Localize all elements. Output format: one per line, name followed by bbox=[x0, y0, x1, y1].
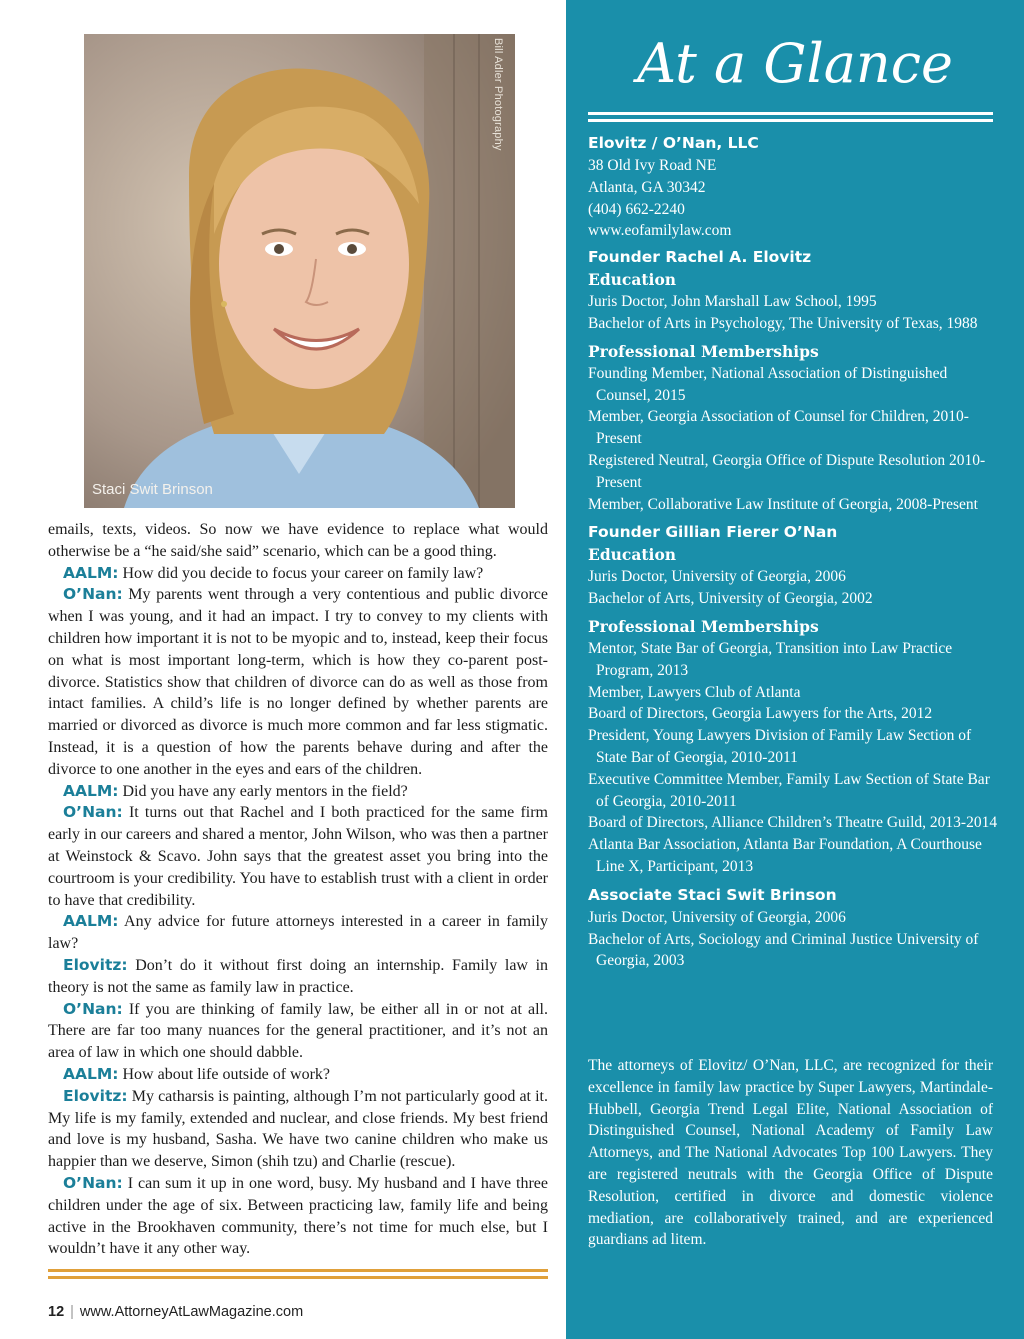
qa-item bbox=[48, 1064, 548, 1086]
speaker-label: AALM: bbox=[63, 1064, 119, 1083]
attorney-heading: Founder Gillian Fierer O’Nan bbox=[588, 523, 838, 542]
sidebar-title: At a Glance bbox=[637, 32, 953, 95]
membership-item: Mentor, State Bar of Georgia, Transition into Law Practice Program, 2013 bbox=[588, 639, 953, 679]
membership-item: Member, Lawyers Club of Atlanta bbox=[588, 683, 801, 701]
section-label: Professional Memberships bbox=[588, 616, 819, 636]
article-body bbox=[48, 519, 548, 1260]
attorney-heading: Founder Rachel A. Elovitz bbox=[588, 248, 812, 267]
speaker-label: O’Nan: bbox=[63, 1173, 123, 1192]
qa-text: How did you decide to focus your career on family law? bbox=[122, 564, 484, 582]
closing-paragraph: The attorneys of Elovitz/ O’Nan, LLC, are recognized for their excellence in family law practice by Super Lawyers, Martindale-Hubbell, Georgia Trend Legal Elite, National Association of Distinguished Counsel, National Academy of Family Law Attorneys, and The National Advocates Top 100 Lawyers. They are registered neutrals with the Georgia Office of Dispute Resolution, certified in divorce and domestic violence mediation, are collaboratively trained, and are experienced guardians ad litem. bbox=[588, 1057, 993, 1249]
qa-item bbox=[48, 1173, 548, 1260]
speaker-label: Elovitz: bbox=[63, 1086, 128, 1105]
divider-rule bbox=[48, 1269, 548, 1272]
qa-item bbox=[48, 802, 548, 911]
sidebar-details bbox=[588, 132, 998, 972]
qa-item bbox=[48, 563, 548, 585]
speaker-label: O’Nan: bbox=[63, 803, 123, 822]
membership-item: Atlanta Bar Association, Atlanta Bar Foundation, A Courthouse Line X, Participant, 2013 bbox=[588, 836, 982, 875]
at-a-glance-sidebar bbox=[566, 0, 1024, 1339]
firm-address-line: 38 Old Ivy Road NE bbox=[588, 157, 717, 174]
membership-item: Board of Directors, Alliance Children’s Theatre Guild, 2013-2014 bbox=[588, 814, 998, 832]
qa-text: It turns out that Rachel and I both practiced for the same firm early in our careers and shared a mentor, John Wilson, who was then a partner at Weinstock & Scavo. John says that the greatest asset you bring into the courtroom is your credibility. You have to establish trust with a client in order to have that credibility. bbox=[48, 804, 549, 909]
qa-text: My parents went through a very contentious and public divorce when I was young, and it had an impact. I try to convey to my clients with children how important it is not to be myopic and to, instead, keep their focus on what is most important long-term, which is how they co-parent post-divorce. Statistics show that children of divorce can do as well as those from intact families. A child’s life is no longer defined by whether parents are married or divorced as divorce is much more common and far less stigmatic. Instead, it is a question of how the parents behave during and after the divorce to one another in the eyes and ears of the children. bbox=[48, 586, 549, 778]
speaker-label: Elovitz: bbox=[63, 955, 128, 974]
speaker-label: O’Nan: bbox=[63, 585, 123, 604]
qa-text: Did you have any early mentors in the field? bbox=[122, 782, 408, 800]
membership-item: President, Young Lawyers Division of Family Law Section of State Bar of Georgia, 2010-2011 bbox=[588, 727, 972, 766]
membership-item: Member, Georgia Association of Counsel for Children, 2010-Present bbox=[588, 408, 969, 448]
qa-text: I can sum it up in one word, busy. My husband and I have three children under the age of six. Between practicing law, family life and being active in the Brookhaven community, there’s not time for much else, but I wouldn’t have it any other way. bbox=[48, 1174, 549, 1258]
footer-separator: | bbox=[70, 1304, 74, 1320]
firm-name: Elovitz / O’Nan, LLC bbox=[588, 134, 759, 152]
section-label: Education bbox=[588, 270, 677, 290]
section-label: Education bbox=[588, 545, 677, 565]
education-item: Bachelor of Arts, Sociology and Criminal Justice University of Georgia, 2003 bbox=[588, 930, 979, 970]
membership-item: Board of Directors, Georgia Lawyers for the Arts, 2012 bbox=[588, 705, 933, 723]
education-item: Juris Doctor, University of Georgia, 2006 bbox=[588, 568, 846, 586]
qa-item bbox=[48, 584, 548, 780]
photo-caption: Staci Swit Brinson bbox=[92, 481, 213, 498]
speaker-label: AALM: bbox=[63, 781, 119, 800]
attorney-heading: Associate Staci Swit Brinson bbox=[588, 885, 837, 904]
speaker-label: O’Nan: bbox=[63, 999, 123, 1018]
qa-text: If you are thinking of family law, be either all in or not at all. There are far too many nuances for the general practitioner, and it’s not an area of law in which one should dabble. bbox=[48, 1000, 549, 1062]
education-item: Juris Doctor, University of Georgia, 2006 bbox=[588, 908, 846, 926]
qa-item bbox=[48, 1086, 548, 1173]
education-item: Bachelor of Arts in Psychology, The University of Texas, 1988 bbox=[588, 314, 978, 332]
photo-credit: Bill Adler Photography bbox=[492, 38, 504, 151]
firm-website[interactable]: www.eofamilylaw.com bbox=[588, 222, 732, 240]
qa-item bbox=[48, 955, 548, 999]
qa-text: How about life outside of work? bbox=[122, 1065, 331, 1083]
qa-text: Any advice for future attorneys interested in a career in family law? bbox=[48, 913, 548, 953]
section-label: Professional Memberships bbox=[588, 341, 819, 361]
education-item: Juris Doctor, John Marshall Law School, 1995 bbox=[588, 293, 877, 311]
firm-phone: (404) 662-2240 bbox=[588, 200, 685, 218]
footer-url[interactable]: www.AttorneyAtLawMagazine.com bbox=[79, 1304, 304, 1320]
membership-item: Registered Neutral, Georgia Office of Dispute Resolution 2010-Present bbox=[588, 451, 986, 491]
education-item: Bachelor of Arts, University of Georgia, 2002 bbox=[588, 590, 873, 608]
qa-item bbox=[48, 999, 548, 1064]
membership-item: Founding Member, National Association of Distinguished Counsel, 2015 bbox=[588, 364, 948, 404]
portrait-photo bbox=[84, 34, 515, 508]
qa-item bbox=[48, 781, 548, 803]
speaker-label: AALM: bbox=[63, 563, 119, 582]
title-rule bbox=[588, 112, 993, 115]
title-rule bbox=[588, 119, 993, 122]
speaker-label: AALM: bbox=[63, 912, 119, 931]
qa-text: My catharsis is painting, although I’m not particularly good at it. My life is my family, extended and nuclear, and close friends. My best friend and love is my husband, Sasha. We have two canine children who make us happier than we deserve, Simon (shih tzu) and Charlie (rescue). bbox=[48, 1087, 549, 1171]
membership-item: Executive Committee Member, Family Law Section of State Bar of Georgia, 2010-2011 bbox=[588, 770, 990, 810]
firm-address-line: Atlanta, GA 30342 bbox=[588, 178, 706, 196]
divider-rule bbox=[48, 1276, 548, 1279]
membership-item: Member, Collaborative Law Institute of Georgia, 2008-Present bbox=[588, 495, 978, 513]
page-number: 12 bbox=[48, 1304, 65, 1320]
article-paragraph: emails, texts, videos. So now we have evidence to replace what would otherwise be a “he said/she said” scenario, which can be a good thing. bbox=[48, 521, 548, 560]
page-footer bbox=[48, 1304, 303, 1320]
portrait-illustration bbox=[84, 34, 515, 508]
qa-text: Don’t do it without first doing an internship. Family law in theory is not the same as family law in practice. bbox=[48, 956, 549, 996]
qa-item bbox=[48, 911, 548, 955]
